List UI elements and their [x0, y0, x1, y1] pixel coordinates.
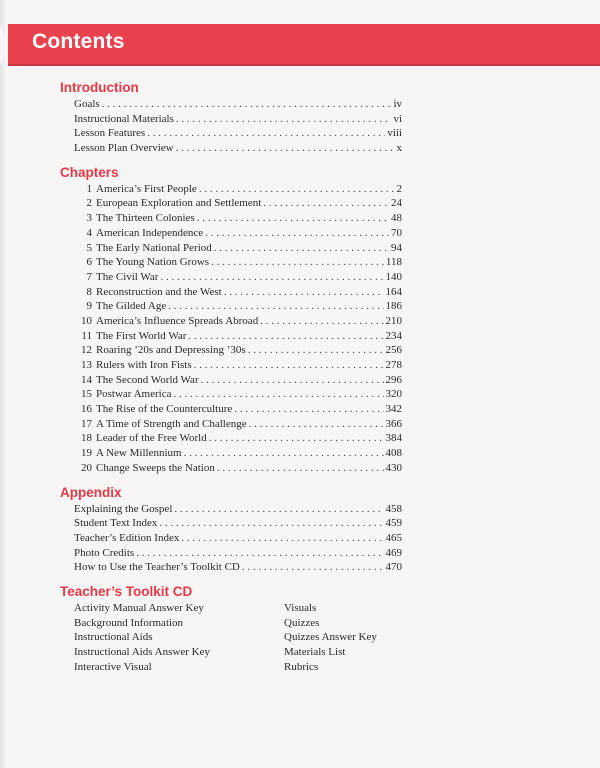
- page-edge-shadow: [0, 0, 6, 768]
- chapter-page: 384: [385, 432, 402, 445]
- chapter-number: 19: [81, 447, 92, 460]
- entry-page: viii: [387, 127, 402, 140]
- toc-entry[interactable]: [74, 531, 402, 546]
- entry-title: Photo Credits: [74, 546, 135, 559]
- toc-entry[interactable]: [74, 112, 402, 127]
- dot-leader: [173, 387, 383, 402]
- section-heading-appendix: Appendix: [60, 484, 122, 500]
- toc-entry[interactable]: [74, 546, 402, 561]
- dot-leader: [242, 560, 384, 575]
- toolkit-list: [74, 601, 402, 675]
- chapter-entry[interactable]: [82, 373, 402, 388]
- entry-title: Lesson Plan Overview: [74, 142, 174, 155]
- chapter-page: 186: [385, 300, 402, 313]
- entry-page: 469: [385, 546, 402, 559]
- table-of-contents: [60, 76, 402, 674]
- toolkit-item[interactable]: Activity Manual Answer Key: [74, 601, 204, 614]
- toolkit-item[interactable]: Instructional Aids Answer Key: [74, 646, 210, 659]
- chapter-page: 408: [385, 447, 402, 460]
- chapter-title: Reconstruction and the West: [96, 285, 222, 298]
- chapter-number: 9: [86, 300, 92, 313]
- dot-leader: [209, 431, 384, 446]
- chapter-number: 4: [86, 226, 92, 239]
- chapter-title: Change Sweeps the Nation: [96, 461, 215, 474]
- chapter-entry[interactable]: [82, 446, 402, 461]
- chapter-page: 430: [385, 461, 402, 474]
- toolkit-item[interactable]: Quizzes Answer Key: [284, 631, 377, 644]
- chapter-title: Postwar America: [96, 388, 172, 401]
- chapter-number: 18: [81, 432, 92, 445]
- entry-page: 470: [385, 561, 402, 574]
- entry-title: How to Use the Teacher’s Toolkit CD: [74, 561, 240, 574]
- chapter-title: The Gilded Age: [96, 300, 167, 313]
- dot-leader: [181, 531, 383, 546]
- page-title: Contents: [32, 30, 125, 53]
- chapter-number: 16: [81, 403, 92, 416]
- dot-leader: [205, 226, 389, 241]
- chapter-page: 278: [385, 359, 402, 371]
- chapter-title: The Young Nation Grows: [96, 256, 210, 269]
- toolkit-item[interactable]: Rubrics: [284, 660, 319, 673]
- toolkit-item[interactable]: Materials List: [284, 646, 346, 659]
- entry-title: Goals: [74, 98, 100, 110]
- chapter-page: 210: [385, 314, 402, 327]
- section-heading-introduction: Introduction: [60, 80, 139, 95]
- dot-leader: [176, 141, 395, 156]
- chapter-page: 256: [385, 344, 402, 357]
- chapter-number: 20: [81, 461, 92, 474]
- dot-leader: [217, 461, 384, 476]
- chapter-number: 15: [81, 388, 92, 401]
- chapter-page: 140: [385, 270, 402, 283]
- chapter-title: The Thirteen Colonies: [96, 212, 195, 225]
- dot-leader: [197, 211, 389, 226]
- chapter-number: 6: [86, 256, 92, 269]
- toolkit-column-left: [74, 601, 284, 675]
- chapter-number: 10: [81, 314, 92, 327]
- chapter-number: 5: [86, 241, 92, 254]
- dot-leader: [159, 516, 383, 531]
- toc-entry[interactable]: [74, 126, 402, 141]
- dot-leader: [168, 299, 383, 314]
- appendix-list: [74, 502, 402, 575]
- chapter-entry[interactable]: [82, 314, 402, 329]
- chapter-number: 14: [81, 373, 92, 386]
- chapter-entry[interactable]: [82, 299, 402, 314]
- toc-entry[interactable]: [74, 141, 402, 156]
- chapter-page: 70: [391, 226, 402, 239]
- dot-leader: [102, 97, 392, 112]
- chapter-page: 366: [385, 417, 402, 430]
- toc-entry[interactable]: [74, 516, 402, 531]
- chapter-number: 13: [81, 359, 92, 371]
- toc-entry[interactable]: [74, 97, 402, 112]
- entry-page: vi: [393, 112, 402, 125]
- chapter-page: 234: [385, 329, 402, 342]
- chapter-page: 94: [391, 241, 402, 254]
- chapter-page: 24: [391, 197, 402, 210]
- toolkit-item[interactable]: Quizzes: [284, 616, 320, 629]
- chapter-title: The First World War: [96, 329, 187, 342]
- dot-leader: [214, 241, 389, 256]
- chapter-entry[interactable]: [82, 211, 402, 226]
- dot-leader: [260, 314, 383, 329]
- chapter-entry[interactable]: [82, 461, 402, 476]
- dot-leader: [147, 126, 385, 141]
- chapter-page: 164: [385, 285, 402, 298]
- chapter-entry[interactable]: [82, 270, 402, 285]
- chapter-title: Roaring ’20s and Depressing ’30s: [96, 344, 246, 357]
- section-heading-toolkit: Teacher’s Toolkit CD: [60, 583, 193, 599]
- section-heading-chapters: Chapters: [60, 164, 119, 180]
- dot-leader: [249, 417, 384, 432]
- entry-page: 458: [385, 502, 402, 515]
- chapter-number: 7: [86, 270, 92, 283]
- chapter-title: America’s First People: [96, 182, 197, 195]
- toolkit-item[interactable]: Visuals: [284, 601, 317, 614]
- dot-leader: [160, 270, 383, 285]
- chapter-entry[interactable]: [82, 255, 402, 270]
- chapter-entry[interactable]: [82, 431, 402, 446]
- dot-leader: [234, 402, 383, 417]
- dot-leader: [263, 196, 389, 211]
- chapter-entry[interactable]: [82, 241, 402, 256]
- chapter-title: The Rise of the Counterculture: [96, 403, 233, 416]
- dot-leader: [211, 255, 384, 270]
- chapter-page: 296: [385, 373, 402, 386]
- toc-entry[interactable]: [74, 502, 402, 517]
- chapter-title: The Civil War: [96, 270, 159, 283]
- toolkit-item[interactable]: Instructional Aids: [74, 631, 153, 644]
- dot-leader: [174, 502, 383, 517]
- dot-leader: [184, 446, 384, 461]
- dot-leader: [248, 343, 384, 358]
- dot-leader: [201, 373, 384, 388]
- entry-title: Lesson Features: [74, 127, 146, 140]
- chapter-number: 12: [81, 344, 92, 357]
- chapter-entry[interactable]: [82, 343, 402, 358]
- chapter-title: The Second World War: [96, 373, 199, 386]
- chapters-list: [82, 182, 402, 476]
- entry-page: x: [396, 142, 402, 155]
- dot-leader: [224, 285, 384, 300]
- chapter-number: 1: [86, 182, 92, 195]
- dot-leader: [188, 329, 383, 344]
- chapter-page: 118: [385, 256, 402, 269]
- chapter-page: 2: [396, 182, 402, 195]
- chapter-title: American Independence: [96, 226, 204, 239]
- dot-leader: [136, 546, 383, 561]
- chapter-title: A Time of Strength and Challenge: [96, 417, 247, 430]
- chapter-title: America’s Influence Spreads Abroad: [96, 314, 259, 327]
- chapter-entry[interactable]: [82, 387, 402, 402]
- chapter-entry[interactable]: [82, 402, 402, 417]
- chapter-title: The Early National Period: [96, 241, 212, 254]
- entry-title: Explaining the Gospel: [74, 502, 173, 515]
- chapter-number: 3: [86, 212, 92, 225]
- chapter-entry[interactable]: [82, 417, 402, 432]
- chapter-page: 320: [385, 388, 402, 401]
- toolkit-item[interactable]: Interactive Visual: [74, 660, 152, 673]
- chapter-title: A New Millennium: [96, 447, 182, 460]
- contents-banner: [8, 24, 600, 66]
- chapter-title: Rulers with Iron Fists: [96, 359, 192, 371]
- toc-entry[interactable]: [74, 560, 402, 575]
- dot-leader: [176, 112, 392, 127]
- entry-title: Teacher’s Edition Index: [74, 531, 180, 544]
- entry-page: 459: [385, 517, 402, 530]
- chapter-title: Leader of the Free World: [96, 432, 207, 445]
- toolkit-column-right: [284, 601, 444, 675]
- chapter-number: 11: [81, 329, 92, 342]
- dot-leader: [194, 358, 384, 373]
- entry-page: iv: [393, 98, 402, 110]
- entry-page: 465: [385, 531, 402, 544]
- entry-title: Student Text Index: [74, 517, 158, 530]
- chapter-number: 2: [86, 197, 92, 210]
- entry-title: Instructional Materials: [74, 112, 174, 125]
- toolkit-item[interactable]: Background Information: [74, 616, 184, 629]
- dot-leader: [199, 182, 395, 197]
- chapter-entry[interactable]: [82, 196, 402, 211]
- chapter-number: 8: [86, 285, 92, 298]
- chapter-page: 48: [391, 212, 402, 225]
- chapter-entry[interactable]: [82, 226, 402, 241]
- chapter-entry[interactable]: [82, 358, 402, 373]
- chapter-title: European Exploration and Settlement: [96, 197, 262, 210]
- chapter-entry[interactable]: [82, 182, 402, 197]
- chapter-entry[interactable]: [82, 329, 402, 344]
- chapter-number: 17: [81, 417, 92, 430]
- chapter-page: 342: [385, 403, 402, 416]
- introduction-list: [74, 97, 402, 156]
- chapter-entry[interactable]: [82, 285, 402, 300]
